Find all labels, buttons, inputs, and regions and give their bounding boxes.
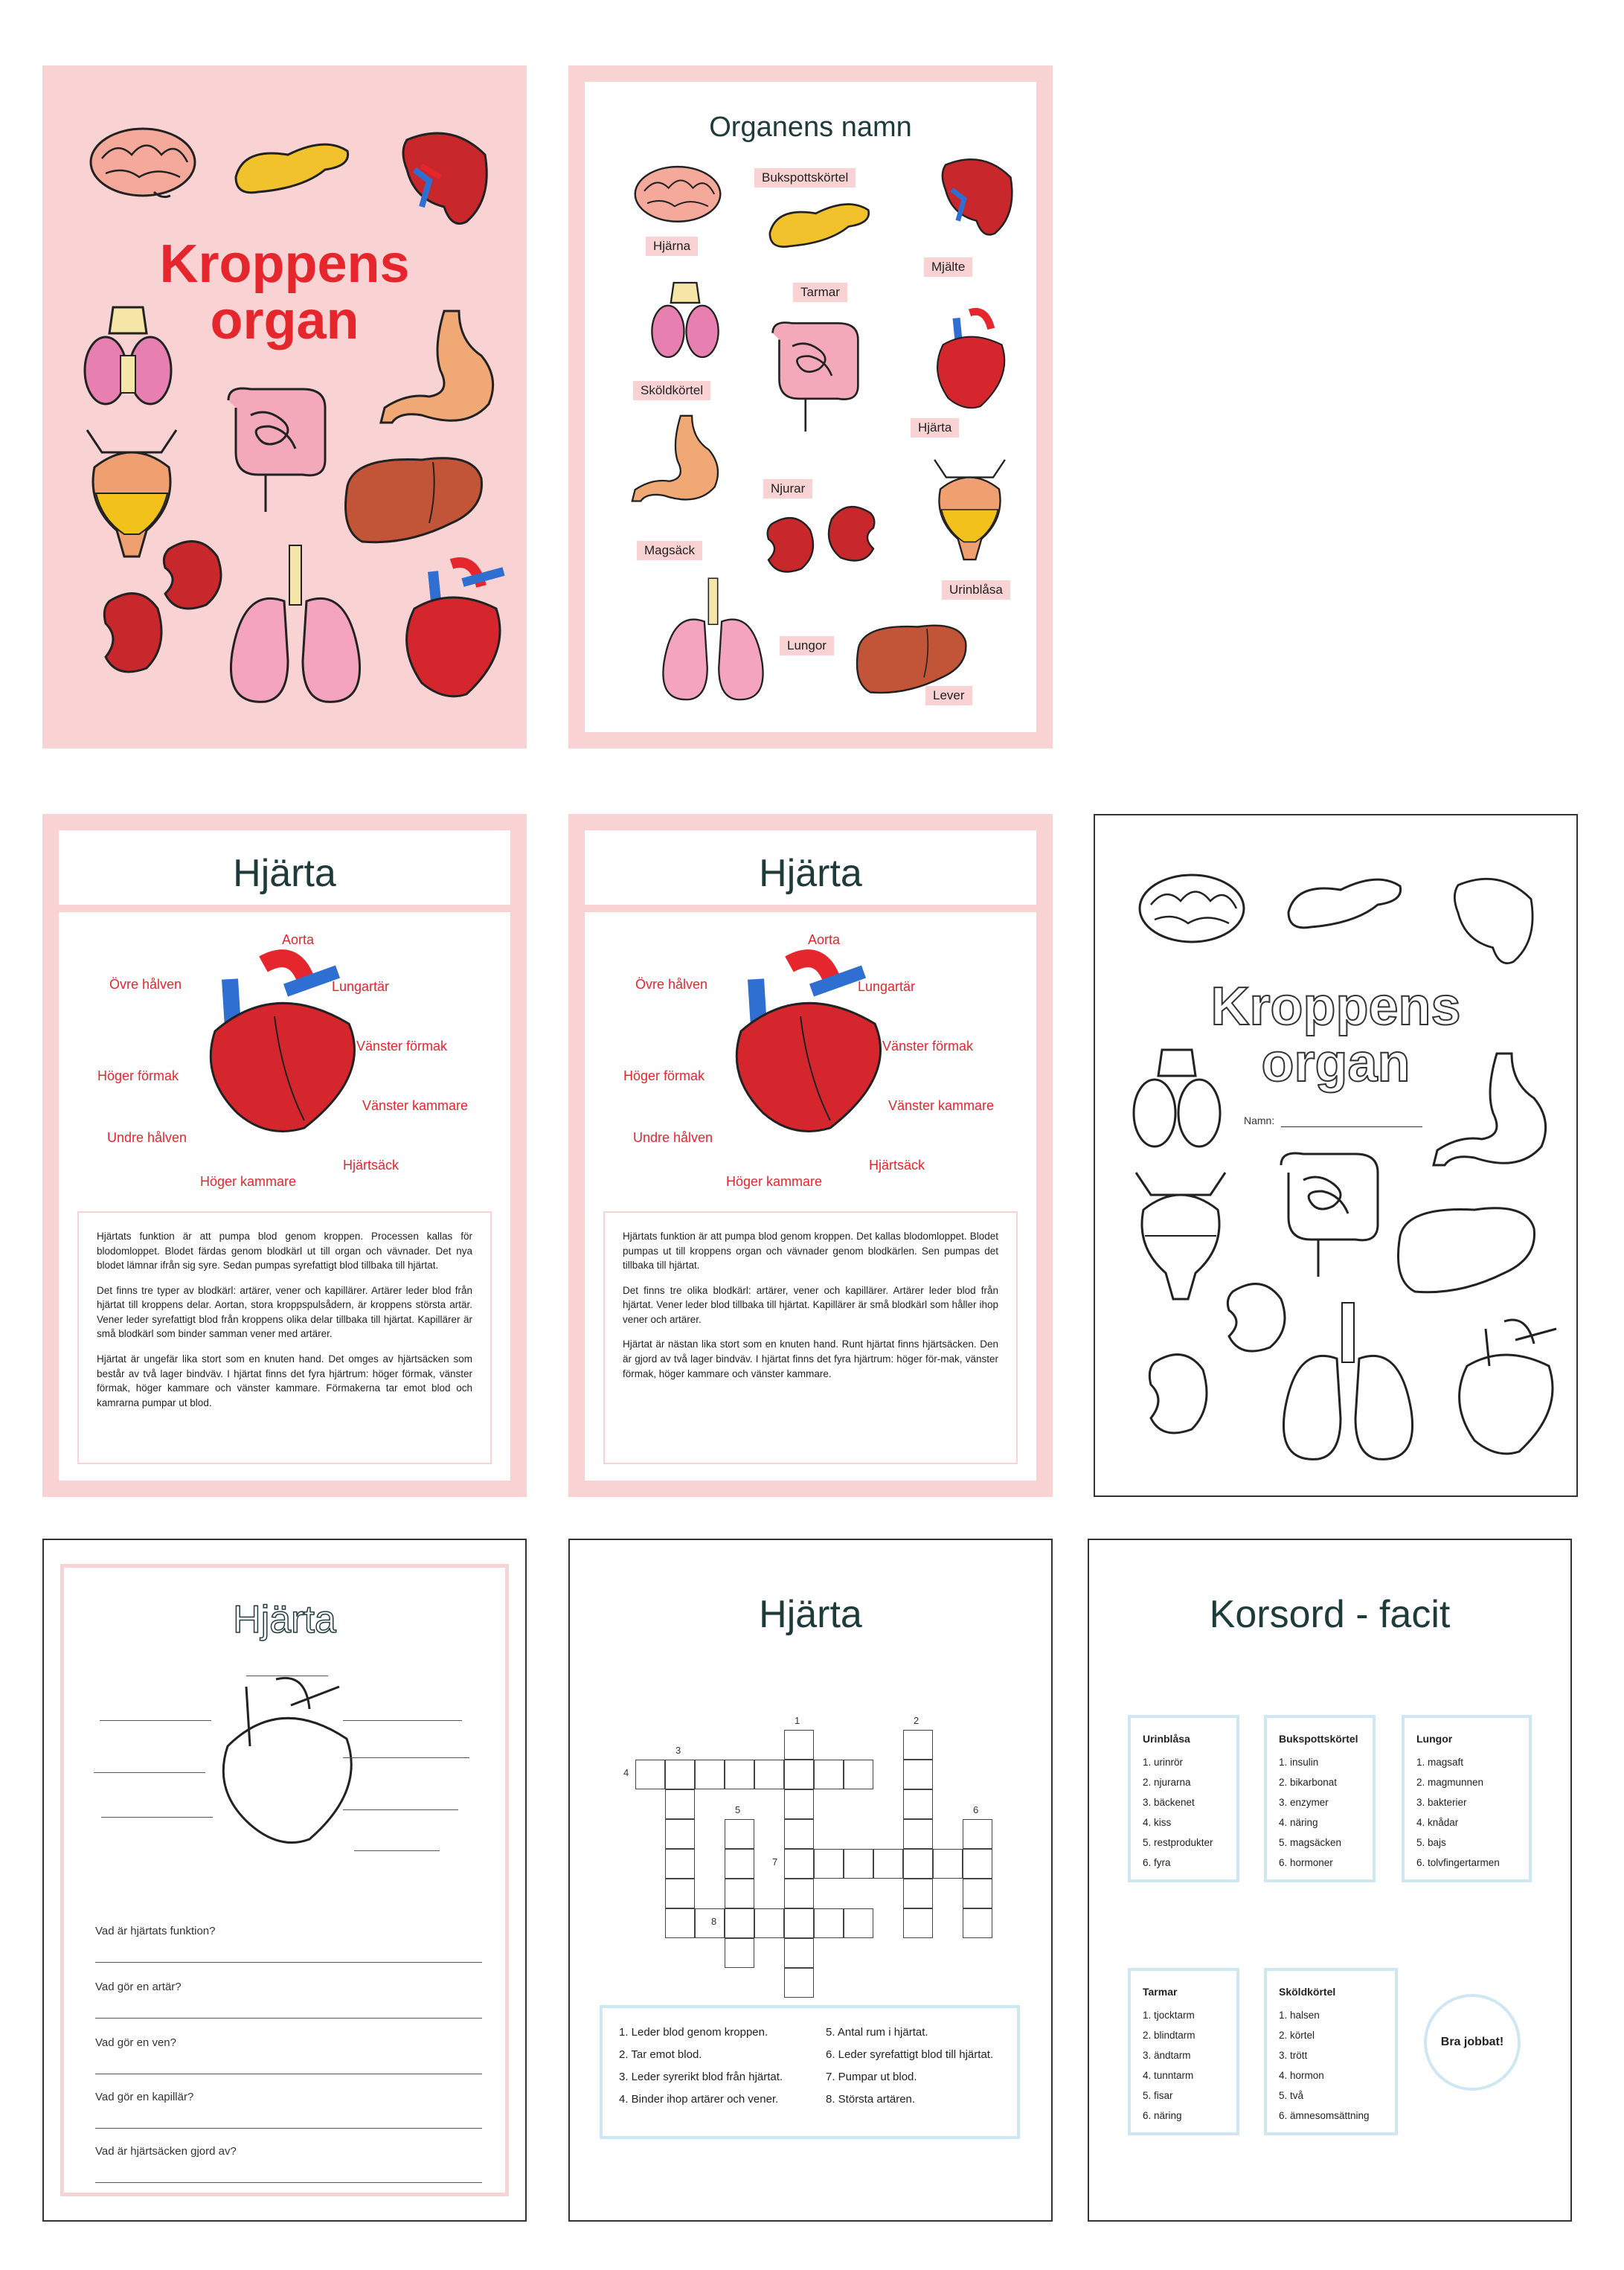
heart-outline-diagram — [205, 1672, 369, 1850]
kidney-icon — [94, 586, 169, 683]
clue: 7. Pumpar ut blod. — [826, 2071, 917, 2083]
label-hoger-kammare: Höger kammare — [726, 1174, 823, 1189]
label-aorta: Aorta — [282, 932, 315, 947]
stomach-icon — [629, 409, 726, 513]
label-vanster-kammare: Vänster kammare — [888, 1098, 995, 1113]
crossword-cell[interactable] — [784, 1968, 814, 1998]
crossword-cell[interactable] — [665, 1819, 695, 1849]
facit-item: 1. tjocktarm — [1143, 2010, 1195, 2021]
crossword-number: 4 — [623, 1767, 629, 1778]
facit-item: 6. hormoner — [1279, 1857, 1333, 1868]
clue: 8. Största artären. — [826, 2093, 916, 2106]
paragraph: Det finns tre typer av blodkärl: artärer, vener och kapillärer. Artärer leder blod från hjärtat till kroppens delar. Aortan, stora kroppspulsådern, är kroppens största artär. Vener leder syrefattigt blod från kroppens olika delar tillbaka till hjärtat. Kapillärer är små blodkärl som binder samman vener med artärer. — [97, 1284, 472, 1340]
liver-icon — [853, 618, 972, 696]
heart-diagram — [711, 949, 905, 1143]
answer-line[interactable] — [95, 1962, 482, 1963]
heart-diagram — [185, 949, 379, 1143]
crossword-cell[interactable] — [903, 1730, 933, 1760]
crossword-cell[interactable] — [754, 1760, 784, 1789]
crossword-number: 8 — [711, 1916, 717, 1927]
crossword-cell[interactable] — [963, 1849, 992, 1879]
thyroid-icon — [648, 279, 722, 361]
facit-heading: Lungor — [1416, 1733, 1453, 1745]
crossword-cell[interactable] — [725, 1760, 754, 1789]
paragraph: Hjärtats funktion är att pumpa blod genom kroppen. Det kallas blodomloppet. Blodet pumpas ut till kroppens organ och vävnader genom blodkärlen. Sen pumpas det tillbaka till hjärtat. — [623, 1231, 998, 1272]
facit-item: 1. halsen — [1279, 2010, 1320, 2021]
heart-page-2 — [568, 814, 1053, 1497]
crossword-cell[interactable] — [814, 1760, 844, 1789]
facit-item: 5. bajs — [1416, 1837, 1446, 1848]
paragraph: Det finns tre olika blodkärl: artärer, vener och kapillärer. Artärer leder blod från hjärtat. Vener leder blod tillbaka till hjärtat. Kapillärer är små blodkärl som håller ihop vener och artärer. — [623, 1284, 998, 1325]
facit-item: 2. körtel — [1279, 2030, 1315, 2041]
facit-heading: Bukspottskörtel — [1279, 1733, 1358, 1745]
pancreas-icon — [763, 193, 875, 253]
label-aorta: Aorta — [808, 932, 841, 947]
crossword-number: 1 — [795, 1715, 800, 1726]
crossword-cell[interactable] — [665, 1760, 695, 1789]
label-hoger-kammare: Höger kammare — [200, 1174, 297, 1189]
label-vanster-formak: Vänster förmak — [882, 1039, 974, 1054]
clue: 6. Leder syrefattigt blod till hjärtat. — [826, 2048, 994, 2061]
heart-text-box — [603, 1211, 1018, 1464]
intestines-icon — [214, 378, 340, 519]
facit-item: 5. magsäcken — [1279, 1837, 1342, 1848]
pancreas-icon — [1281, 868, 1408, 934]
crossword-cell[interactable] — [725, 1879, 754, 1908]
facit-item: 4. näring — [1279, 1817, 1318, 1828]
facit-item: 4. kiss — [1143, 1817, 1172, 1828]
crossword-cell[interactable] — [754, 1908, 784, 1938]
crossword-number: 3 — [675, 1745, 681, 1756]
clue-box — [600, 2005, 1020, 2139]
name-field[interactable] — [1281, 1126, 1422, 1127]
clue: 3. Leder syrerikt blod från hjärtat. — [619, 2071, 783, 2083]
facit-item: 3. enzymer — [1279, 1797, 1329, 1808]
answer-line[interactable] — [95, 2128, 482, 2129]
crossword-cell[interactable] — [784, 1789, 814, 1819]
label-magsack: Magsäck — [637, 541, 702, 560]
crossword-cell[interactable] — [784, 1730, 814, 1760]
crossword-cell[interactable] — [933, 1849, 963, 1879]
page-title: Hjärta — [759, 852, 862, 895]
label-hjarta: Hjärta — [911, 418, 959, 437]
heart-page-1 — [42, 814, 527, 1497]
page-title: Hjärta — [759, 1593, 862, 1636]
crossword-cell[interactable] — [903, 1760, 933, 1789]
crossword-cell[interactable] — [695, 1908, 725, 1938]
thyroid-icon — [1129, 1046, 1225, 1150]
answer-line[interactable] — [95, 2018, 482, 2019]
crossword-number: 2 — [914, 1715, 919, 1726]
bladder-icon — [927, 454, 1012, 565]
cover-page — [42, 65, 527, 748]
facit-box-lungor — [1402, 1715, 1532, 1882]
paragraph: Hjärtats funktion är att pumpa blod genom kroppen. Processen kallas för blodomloppet. Blodet färdas genom blodkärl ut till organ och vävnader. Det nya blodet lämnar ifrån sig syre. Sedan pumpas syrefattigt blod tillbaka till hjärtat. — [97, 1231, 472, 1272]
heart-icon — [927, 305, 1012, 417]
clue: 1. Leder blod genom kroppen. — [619, 2026, 768, 2039]
page-title: Korsord - facit — [1209, 1593, 1451, 1636]
facit-item: 3. ändtarm — [1143, 2050, 1191, 2061]
clue: 5. Antal rum i hjärtat. — [826, 2026, 928, 2039]
coloring-title-line2: organ — [1261, 1033, 1410, 1093]
facit-box-urinblasa — [1128, 1715, 1239, 1882]
praise-badge — [1424, 1994, 1521, 2091]
crossword-cell[interactable] — [903, 1789, 933, 1819]
crossword-page — [568, 1539, 1053, 2222]
organ-names-page — [568, 65, 1053, 748]
label-hoger-formak: Höger förmak — [97, 1068, 179, 1083]
crossword-cell[interactable] — [665, 1908, 695, 1938]
label-mjalte: Mjälte — [924, 257, 972, 277]
crossword-number: 7 — [772, 1856, 778, 1867]
kidney-icon — [823, 498, 882, 569]
label-urinblasa: Urinblåsa — [942, 580, 1010, 600]
crossword-cell[interactable] — [725, 1819, 754, 1849]
facit-item: 3. bakterier — [1416, 1797, 1467, 1808]
facit-box-bukspottskortel — [1264, 1715, 1376, 1882]
facit-item: 1. magsaft — [1416, 1757, 1464, 1768]
crossword-cell[interactable] — [903, 1849, 933, 1879]
heart-icon — [392, 557, 511, 705]
crossword-cell[interactable] — [665, 1789, 695, 1819]
crossword-number: 5 — [735, 1804, 741, 1815]
paragraph: Hjärtat är ungefär lika stort som en knuten hand. Det omges av hjärtsäcken som består av två lager bindväv. I hjärtat finns det fyra hjärtrum: höger förmak, vänster förmak, höger kammare och vänster kammare. Förmakerna tar emot blod och kamrarna pumpar ut blod. — [97, 1353, 472, 1408]
liver-icon — [340, 449, 489, 545]
crossword-cell[interactable] — [725, 1938, 754, 1968]
crossword-cell[interactable] — [784, 1849, 814, 1879]
spleen-icon — [927, 153, 1020, 246]
label-tarmar: Tarmar — [793, 283, 847, 302]
facit-item: 6. näring — [1143, 2110, 1182, 2121]
coloring-title-line1: Kroppens — [1210, 977, 1461, 1036]
spleen-icon — [1437, 868, 1541, 979]
label-vanster-kammare: Vänster kammare — [362, 1098, 469, 1113]
brain-icon — [1136, 871, 1248, 953]
answer-line[interactable] — [95, 2182, 482, 2183]
facit-item: 2. njurarna — [1143, 1777, 1191, 1788]
clue: 4. Binder ihop artärer och vener. — [619, 2093, 779, 2106]
lungs-icon — [1274, 1299, 1422, 1470]
name-label: Namn: — [1244, 1115, 1275, 1126]
crossword-cell[interactable] — [784, 1908, 814, 1938]
facit-item: 5. två — [1279, 2090, 1304, 2101]
page-title: Hjärta — [233, 852, 336, 895]
heart-text-box — [77, 1211, 492, 1464]
facit-item: 2. blindtarm — [1143, 2030, 1195, 2041]
label-hjarna: Hjärna — [646, 237, 698, 256]
facit-item: 2. magmunnen — [1416, 1777, 1484, 1788]
question: Vad gör en kapillär? — [95, 2091, 194, 2103]
crossword-number: 6 — [973, 1804, 979, 1815]
facit-item: 3. bäckenet — [1143, 1797, 1195, 1808]
crossword-cell[interactable] — [695, 1760, 725, 1789]
facit-item: 2. bikarbonat — [1279, 1777, 1338, 1788]
label-ovre-halven: Övre hålven — [635, 977, 708, 992]
liver-icon — [1393, 1199, 1541, 1295]
crossword-cell[interactable] — [814, 1908, 844, 1938]
pancreas-icon — [228, 132, 355, 199]
crossword-cell[interactable] — [963, 1819, 992, 1849]
facit-item: 1. insulin — [1279, 1757, 1319, 1768]
crossword-cell[interactable] — [963, 1879, 992, 1908]
label-hjartsack: Hjärtsäck — [343, 1158, 399, 1173]
kidney-icon — [760, 510, 819, 580]
facit-item: 1. urinrör — [1143, 1757, 1184, 1768]
crossword-cell[interactable] — [665, 1879, 695, 1908]
lungs-icon — [655, 573, 771, 711]
crossword-cell[interactable] — [784, 1760, 814, 1789]
crossword-cell[interactable] — [844, 1908, 873, 1938]
facit-box-tarmar — [1128, 1968, 1239, 2135]
facit-item: 6. tolvfingertarmen — [1416, 1857, 1500, 1868]
worksheet-page — [42, 1539, 527, 2222]
cover-title-line1: Kroppens — [159, 234, 410, 294]
question: Vad är hjärtats funktion? — [95, 1925, 216, 1937]
facit-item: 6. ämnesomsättning — [1279, 2110, 1370, 2121]
crossword-cell[interactable] — [903, 1819, 933, 1849]
crossword-cell[interactable] — [873, 1849, 903, 1879]
question: Vad är hjärtsäcken gjord av? — [95, 2145, 237, 2158]
crossword-cell[interactable] — [903, 1879, 933, 1908]
facit-item: 4. knådar — [1416, 1817, 1459, 1828]
crossword-cell[interactable] — [844, 1760, 873, 1789]
coloring-page — [1094, 814, 1578, 1497]
facit-item: 4. hormon — [1279, 2070, 1324, 2081]
label-undre-halven: Undre hålven — [107, 1130, 187, 1145]
intestines-icon — [1266, 1143, 1393, 1284]
question: Vad gör en artär? — [95, 1981, 182, 1993]
label-lungartar: Lungartär — [858, 979, 916, 994]
question: Vad gör en ven? — [95, 2036, 176, 2049]
crossword-cell[interactable] — [635, 1760, 665, 1789]
label-njurar: Njurar — [763, 479, 812, 498]
page-title: Organens namn — [709, 112, 912, 143]
label-bukspottskortel: Bukspottskörtel — [754, 168, 856, 187]
clue: 2. Tar emot blod. — [619, 2048, 702, 2061]
crossword-cell[interactable] — [725, 1849, 754, 1879]
facit-item: 6. fyra — [1143, 1857, 1171, 1868]
crossword-cell[interactable] — [963, 1908, 992, 1938]
label-vanster-formak: Vänster förmak — [356, 1039, 448, 1054]
label-hjartsack: Hjärtsäck — [869, 1158, 925, 1173]
heart-icon — [1445, 1314, 1564, 1463]
label-undre-halven: Undre hålven — [633, 1130, 713, 1145]
paragraph: Hjärtat är nästan lika stort som en knuten hand. Runt hjärtat finns hjärtsäcken. Den är gjord av två lager bindväv. I hjärtat finns det fyra hjärtrum: höger för-mak, vänster förmak, höger kammare och vänster kammare. — [623, 1338, 998, 1379]
spleen-icon — [385, 125, 496, 237]
cover-title-line2: organ — [210, 290, 359, 350]
label-lungor: Lungor — [780, 636, 834, 655]
stomach-icon — [377, 304, 504, 437]
lungs-icon — [221, 542, 370, 713]
facit-heading: Tarmar — [1143, 1986, 1178, 1998]
facit-page — [1088, 1539, 1572, 2222]
crossword-cell[interactable] — [725, 1908, 754, 1938]
facit-item: 5. restprodukter — [1143, 1837, 1213, 1848]
kidney-icon — [1140, 1347, 1214, 1444]
facit-item: 4. tunntarm — [1143, 2070, 1194, 2081]
praise-text: Bra jobbat! — [1440, 2036, 1504, 2048]
stomach-icon — [1430, 1046, 1556, 1180]
label-lungartar: Lungartär — [332, 979, 390, 994]
label-skoldkortel: Sköldkörtel — [633, 381, 710, 400]
crossword-cell[interactable] — [784, 1879, 814, 1908]
crossword-cell[interactable] — [814, 1849, 844, 1879]
brain-icon — [87, 125, 199, 207]
brain-icon — [629, 164, 726, 231]
facit-item: 5. fisar — [1143, 2090, 1173, 2101]
crossword-cell[interactable] — [784, 1938, 814, 1968]
page-title: Hjärta — [233, 1598, 336, 1641]
label-ovre-halven: Övre hålven — [109, 977, 182, 992]
label-lever: Lever — [925, 686, 972, 705]
crossword-cell[interactable] — [784, 1819, 814, 1849]
facit-heading: Sköldkörtel — [1279, 1986, 1336, 1998]
label-hoger-formak: Höger förmak — [623, 1068, 705, 1083]
crossword-cell[interactable] — [844, 1849, 873, 1879]
intestines-icon — [760, 305, 871, 446]
crossword-cell[interactable] — [903, 1908, 933, 1938]
facit-box-skoldkortel — [1264, 1968, 1398, 2135]
thyroid-icon — [80, 304, 176, 408]
bladder-icon — [1129, 1165, 1233, 1306]
facit-item: 3. trött — [1279, 2050, 1308, 2061]
crossword-cell[interactable] — [665, 1849, 695, 1879]
facit-heading: Urinblåsa — [1143, 1733, 1190, 1745]
